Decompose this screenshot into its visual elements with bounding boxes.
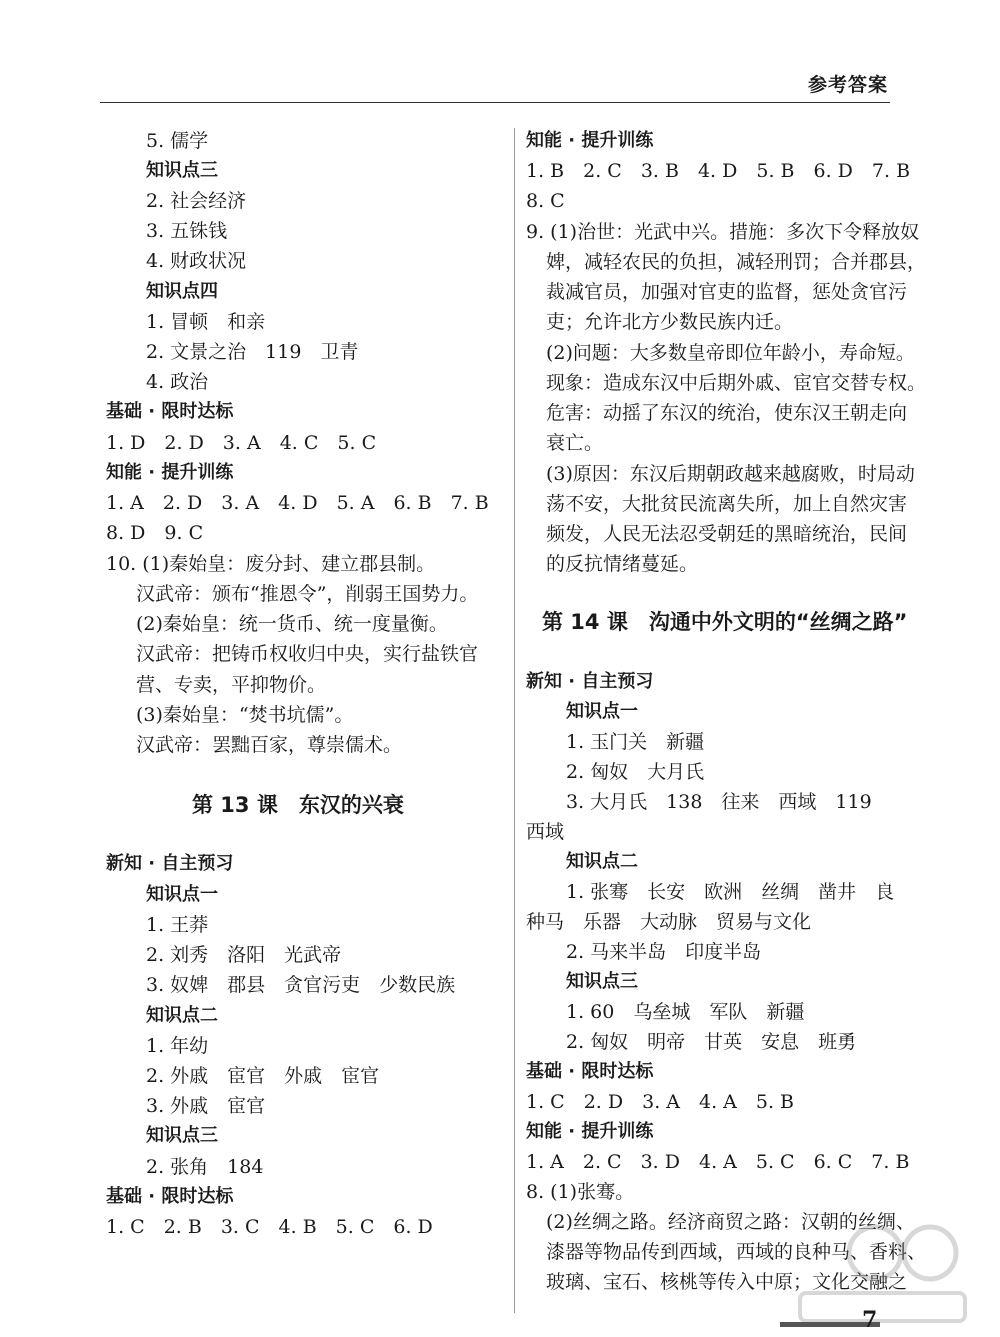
answer-line: (2)秦始皇：统一货币、统一度量衡。	[136, 613, 448, 635]
answer-line: (3)原因：东汉后期朝政越来越腐败，时局动	[546, 463, 915, 485]
answer-line: 危害：动摇了东汉的统治，使东汉王朝走向	[546, 402, 908, 424]
knowledge-point-heading: 知识点一	[566, 701, 638, 722]
lesson-14-title: 第 14 课 沟通中外文明的“丝绸之路”	[542, 610, 908, 634]
answer-line: 1. 张骞 长安 欧洲 丝绸 凿井 良	[566, 881, 895, 903]
header-rule	[100, 102, 890, 103]
answer-line: (2)问题：大多数皇帝即位年龄小，寿命短。	[546, 342, 915, 364]
section-heading: 基础 · 限时达标	[106, 1186, 234, 1207]
answer-line: 2. 刘秀 洛阳 光武帝	[146, 944, 342, 966]
answer-line: 2. 张角 184	[146, 1156, 264, 1178]
answer-line: 种马 乐器 大动脉 贸易与文化	[526, 911, 812, 933]
answer-line: 玻璃、宝石、核桃等传入中原；文化交融之	[546, 1271, 908, 1293]
answer-line: 1. A 2. C 3. D 4. A 5. C 6. C 7. B	[526, 1151, 910, 1173]
answer-line: 1. C 2. D 3. A 4. A 5. B	[526, 1091, 795, 1113]
knowledge-point-heading: 知识点二	[146, 1005, 218, 1026]
section-heading: 基础 · 限时达标	[106, 401, 234, 422]
section-heading: 知能 · 提升训练	[106, 462, 234, 483]
knowledge-point-heading: 知识点一	[146, 884, 218, 905]
answer-line: 9. (1)治世：光武中兴。措施：多次下令释放奴	[526, 221, 920, 243]
answer-line: (3)秦始皇：“焚书坑儒”。	[136, 704, 354, 726]
answer-line: 8. C	[526, 190, 565, 212]
answer-line: 3. 外戚 宦官	[146, 1095, 266, 1117]
knowledge-point-heading: 知识点三	[566, 971, 638, 992]
answer-line: 4. 政治	[146, 371, 209, 393]
answer-line: 1. C 2. B 3. C 4. B 5. C 6. D	[106, 1216, 433, 1238]
answer-line: 2. 社会经济	[146, 190, 247, 212]
knowledge-point-heading: 知识点三	[146, 1125, 218, 1146]
answer-line: 2. 匈奴 明帝 甘英 安息 班勇	[566, 1031, 857, 1053]
answer-line: 8. (1)张骞。	[526, 1181, 635, 1203]
answer-line: 汉武帝：罢黜百家，尊崇儒术。	[136, 734, 403, 756]
answer-line: 汉武帝：颁布“推恩令”，削弱王国势力。	[136, 583, 479, 605]
answer-line: 1. 年幼	[146, 1035, 209, 1057]
answer-line: 3. 奴婢 郡县 贪官污吏 少数民族	[146, 974, 456, 996]
answer-line: 1. 玉门关 新疆	[566, 731, 705, 753]
answer-line: 汉武帝：把铸币权收归中央，实行盐铁官	[136, 643, 479, 665]
column-divider	[514, 128, 515, 1313]
knowledge-point-heading: 知识点四	[146, 281, 218, 302]
answer-line: 3. 五铢钱	[146, 220, 228, 242]
answer-line: 1. 王莽	[146, 914, 209, 936]
answer-line: 2. 匈奴 大月氏	[566, 761, 705, 783]
knowledge-point-heading: 知识点二	[566, 851, 638, 872]
answer-line: 2. 文景之治 119 卫青	[146, 341, 359, 363]
page-number: 7	[862, 1307, 878, 1333]
answer-line: 3. 大月氏 138 往来 西域 119	[566, 791, 872, 813]
running-header-title: 参考答案	[807, 74, 888, 96]
answer-line: (2)丝绸之路。经济商贸之路：汉朝的丝绸、	[546, 1211, 915, 1233]
answer-line: 2. 外戚 宦官 外戚 宦官	[146, 1065, 380, 1087]
answer-line: 1. D 2. D 3. A 4. C 5. C	[106, 432, 377, 454]
answer-line: 1. 60 乌垒城 军队 新疆	[566, 1001, 805, 1023]
knowledge-point-heading: 知识点三	[146, 160, 218, 181]
answer-line: 1. 冒顿 和亲	[146, 311, 266, 333]
section-heading: 新知 · 自主预习	[106, 853, 234, 874]
answer-line: 裁减官员，加强对官吏的监督，惩处贪官污	[546, 281, 908, 303]
section-heading: 新知 · 自主预习	[526, 671, 654, 692]
answer-line: 衰亡。	[546, 432, 604, 454]
lesson-13-title: 第 13 课 东汉的兴衰	[192, 793, 404, 817]
answer-line: 漆器等物品传到西域，西域的良种马、香料、	[546, 1241, 927, 1263]
answer-line: 2. 马来半岛 印度半岛	[566, 941, 762, 963]
answer-line: 荡不安，大批贫民流离失所，加上自然灾害	[546, 493, 908, 515]
section-heading: 知能 · 提升训练	[526, 130, 654, 151]
section-heading: 基础 · 限时达标	[526, 1061, 654, 1082]
answer-line: 1. B 2. C 3. B 4. D 5. B 6. D 7. B	[526, 160, 911, 182]
answer-line: 8. D 9. C	[106, 522, 204, 544]
answer-line: 现象：造成东汉中后期外戚、宦官交替专权。	[546, 372, 927, 394]
answer-line: 的反抗情绪蔓延。	[546, 553, 699, 575]
answer-line: 10. (1)秦始皇：废分封、建立郡县制。	[106, 553, 436, 575]
answer-line: 西域	[526, 821, 565, 843]
answer-line: 4. 财政状况	[146, 250, 247, 272]
answer-line: 1. A 2. D 3. A 4. D 5. A 6. B 7. B	[106, 492, 489, 514]
answer-line: 频发，人民无法忍受朝廷的黑暗统治，民间	[546, 523, 908, 545]
answer-line: 营、专卖，平抑物价。	[136, 674, 327, 696]
answer-line: 吏；允许北方少数民族内迁。	[546, 311, 794, 333]
section-heading: 知能 · 提升训练	[526, 1121, 654, 1142]
answer-line: 5. 儒学	[146, 130, 209, 152]
answer-line: 婢，减轻农民的负担，减轻刑罚；合并郡县，	[546, 251, 927, 273]
